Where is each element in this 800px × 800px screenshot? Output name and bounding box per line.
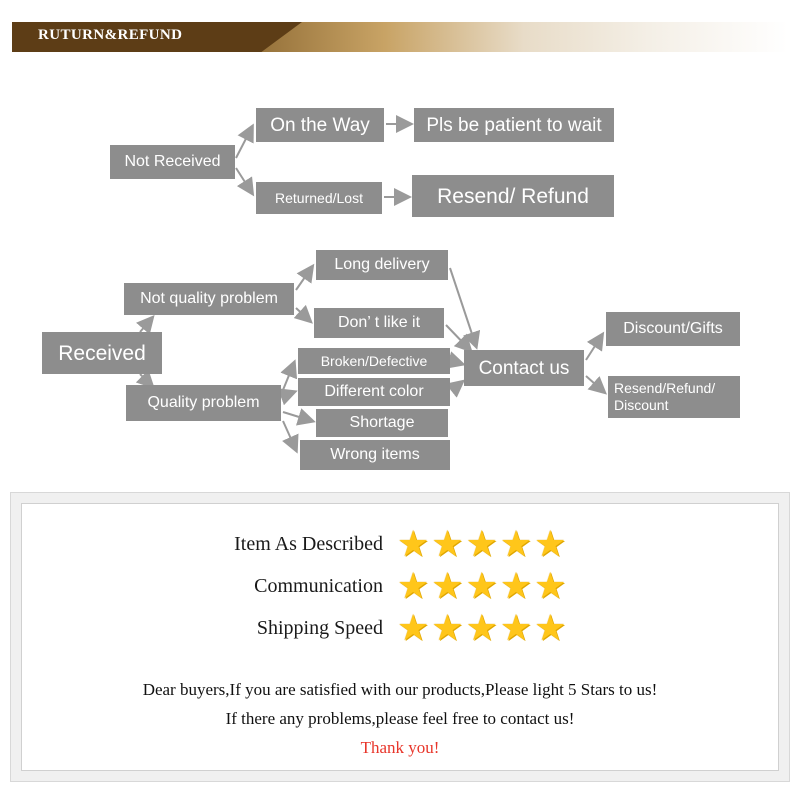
flow-node-contact-us[interactable]: Contact us bbox=[464, 350, 584, 386]
feedback-panel bbox=[10, 492, 790, 782]
rating-rows bbox=[22, 523, 778, 652]
flow-node-not-received[interactable]: Not Received bbox=[110, 145, 235, 179]
star-icon[interactable]: ★ bbox=[499, 607, 533, 648]
feedback-note-line-2: If there any problems,please feel free to contact us! bbox=[225, 709, 575, 728]
feedback-panel-inner bbox=[21, 503, 779, 771]
star-icon[interactable]: ★ bbox=[534, 523, 567, 564]
rating-row-shipping-speed bbox=[22, 607, 778, 648]
star-icon[interactable]: ★ bbox=[465, 523, 498, 564]
star-icon[interactable]: ★ bbox=[397, 523, 430, 564]
flow-node-resend-refund-discount[interactable] bbox=[608, 376, 740, 418]
returns-flow-diagram bbox=[0, 60, 800, 480]
star-icon[interactable]: ★ bbox=[534, 565, 567, 606]
feedback-thanks: Thank you! bbox=[360, 738, 440, 757]
page-title: RUTURN&REFUND bbox=[38, 27, 183, 43]
flow-node-broken-defective[interactable]: Broken/Defective bbox=[298, 348, 450, 374]
flow-node-shortage[interactable]: Shortage bbox=[316, 409, 448, 437]
star-icon[interactable]: ★ bbox=[534, 607, 567, 648]
rating-row-item-as-described bbox=[22, 523, 778, 564]
star-icon[interactable]: ★ bbox=[397, 565, 430, 606]
header-banner bbox=[12, 22, 788, 52]
star-icon[interactable]: ★ bbox=[465, 607, 498, 648]
flow-node-long-delivery[interactable]: Long delivery bbox=[316, 250, 448, 280]
flow-node-resend-refund-discount-line1: Resend/Refund/ bbox=[614, 379, 716, 396]
rating-stars-communication[interactable] bbox=[397, 565, 627, 606]
flow-node-dont-like-it[interactable]: Don’ t like it bbox=[314, 308, 444, 338]
rating-label-communication: Communication bbox=[254, 574, 383, 597]
flow-node-discount-gifts[interactable]: Discount/Gifts bbox=[606, 312, 740, 346]
flow-node-different-color[interactable]: Different color bbox=[298, 378, 450, 406]
flow-node-resend-refund-discount-line2: Discount bbox=[614, 397, 669, 413]
star-icon[interactable]: ★ bbox=[431, 523, 464, 564]
flow-node-wrong-items[interactable]: Wrong items bbox=[300, 440, 450, 470]
feedback-note-line-1: Dear buyers,If you are satisfied with our products,Please light 5 Stars to us! bbox=[142, 680, 658, 699]
star-icon[interactable]: ★ bbox=[431, 565, 464, 606]
rating-stars-shipping-speed[interactable] bbox=[397, 607, 627, 648]
flow-node-returned-lost[interactable]: Returned/Lost bbox=[256, 182, 382, 214]
feedback-notes bbox=[22, 680, 778, 758]
flow-node-on-the-way[interactable]: On the Way bbox=[256, 108, 384, 142]
star-icon[interactable]: ★ bbox=[499, 523, 533, 564]
flow-node-resend-refund[interactable]: Resend/ Refund bbox=[412, 175, 614, 217]
star-icon[interactable]: ★ bbox=[499, 565, 533, 606]
star-icon[interactable]: ★ bbox=[397, 607, 430, 648]
flow-node-quality-problem[interactable]: Quality problem bbox=[126, 385, 281, 421]
rating-label-shipping-speed: Shipping Speed bbox=[256, 616, 383, 639]
rating-stars-item-as-described[interactable] bbox=[397, 523, 627, 564]
flow-node-not-quality-problem[interactable]: Not quality problem bbox=[124, 283, 294, 315]
star-icon[interactable]: ★ bbox=[465, 565, 498, 606]
flow-node-received[interactable]: Received bbox=[42, 332, 162, 374]
flow-node-pls-be-patient[interactable]: Pls be patient to wait bbox=[414, 108, 614, 142]
rating-label-item-as-described: Item As Described bbox=[234, 532, 383, 555]
rating-row-communication bbox=[22, 565, 778, 606]
star-icon[interactable]: ★ bbox=[431, 607, 464, 648]
